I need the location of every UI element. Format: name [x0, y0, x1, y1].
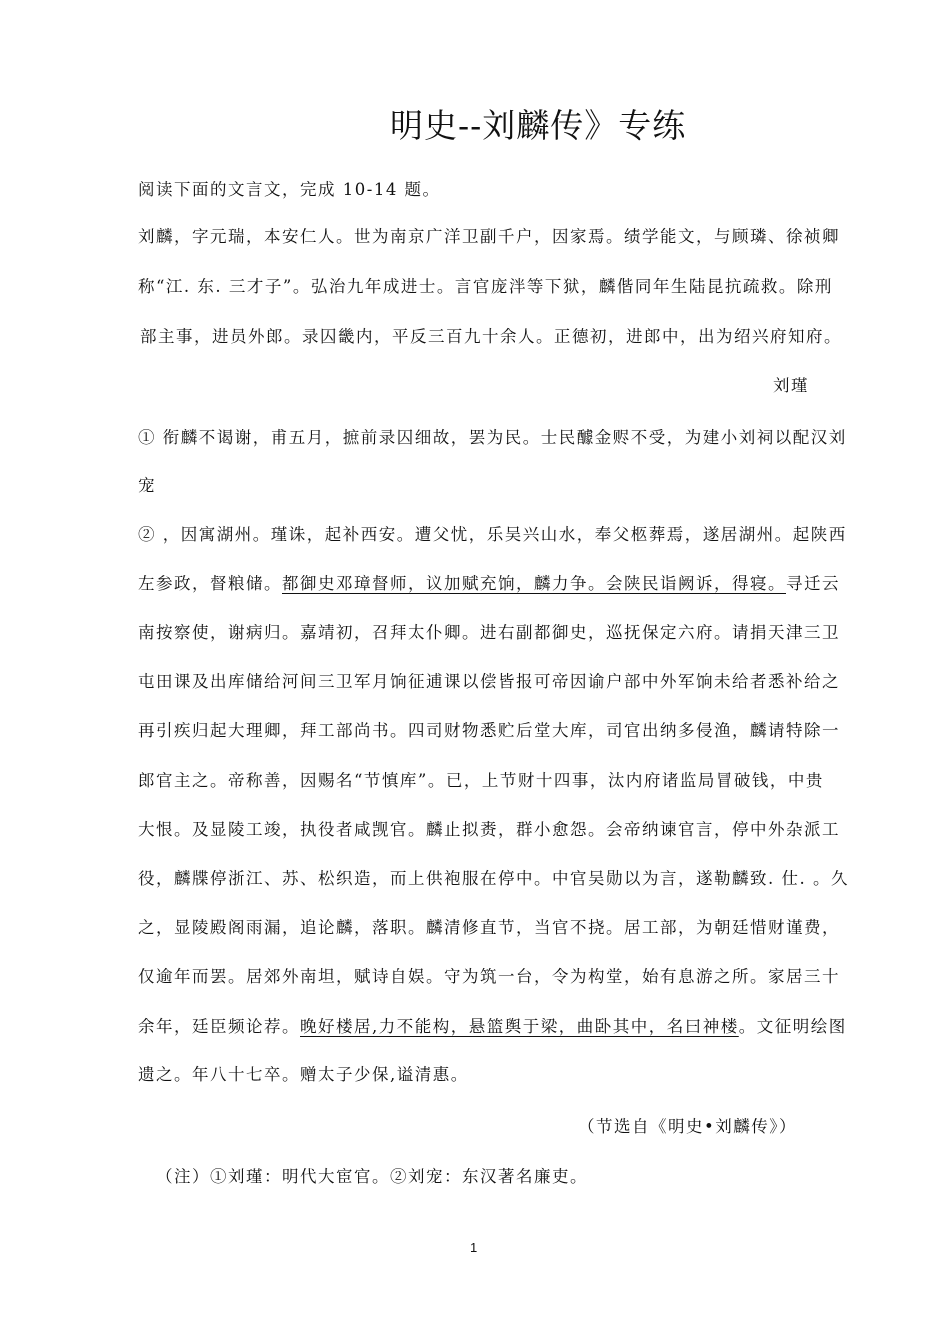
text-line-7: ② ，因寓湖州。瑾诛，起补西安。遭父忧，乐吴兴山水，奉父柩葬焉，遂居湖州。起陕西 [138, 525, 847, 544]
text-line-5: ① 衔麟不谒谢，甫五月，摭前录囚细故，罢为民。士民醵金赆不受，为建小刘祠以配汉刘 [138, 428, 847, 447]
source-citation: （节选自《明史•刘麟传》） [578, 1117, 797, 1136]
text-line-9: 南按察使，谢病归。嘉靖初，召拜太仆卿。进右副都御史，巡抚保定六府。请捐天津三卫 [138, 623, 840, 642]
text-line-15: 之，显陵殿阁雨漏，追论麟，落职。麟清修直节，当官不挠。居工部，为朝廷惜财谨费， [138, 918, 840, 937]
text-line-14: 役，麟牒停浙江、苏、松织造，而上供袍服在停中。中官吴勋以为言，遂勒麟致. 仕. 。久 [138, 869, 849, 888]
text-line-6: 宠 [138, 476, 156, 495]
page-number: 1 [470, 1240, 478, 1255]
text-line-8 [138, 570, 840, 594]
text-line-16: 仅逾年而罢。居郊外南坦，赋诗自娱。守为筑一台，令为构堂，始有息游之所。家居三十 [138, 967, 840, 986]
text-line-17-end: 。文征明绘图 [738, 1017, 847, 1036]
underlined-sentence-1: 都御史邓璋督师，议加赋充饷，麟力争。会陕民诣阙诉，得寝。 [282, 574, 786, 593]
text-line-1: 刘麟，字元瑞，本安仁人。世为南京广洋卫副千户，因家焉。绩学能文，与顾璘、徐祯卿 [138, 227, 840, 246]
text-line-8-start: 左参政，督粮储。 [138, 574, 282, 593]
underlined-sentence-2: 晚好楼居,力不能构，悬篮舆于梁，曲卧其中，名曰神楼 [300, 1017, 739, 1036]
text-line-2: 称“江. 东. 三才子”。弘治九年成进士。言官庞泮等下狱，麟偕同年生陆昆抗疏救。除刑 [138, 277, 833, 296]
text-line-4: 刘瑾 [773, 376, 809, 395]
text-line-17-start: 余年，廷臣频论荐。 [138, 1017, 300, 1036]
text-line-11: 再引疾归起大理卿，拜工部尚书。四司财物悉贮后堂大库，司官出纳多侵渔，麟请特除一 [138, 721, 840, 740]
document-title: 明史--刘麟传》专练 [390, 106, 687, 145]
footnote: （注）①刘瑾：明代大宦官。②刘宠：东汉著名廉吏。 [156, 1167, 588, 1186]
text-line-8-end: 寻迁云 [786, 574, 840, 593]
text-line-12: 郎官主之。帝称善，因赐名“节慎库”。已，上节财十四事，汰内府诸监局冒破钱，中贵 [138, 771, 824, 790]
text-line-3: 部主事，进员外郎。录囚畿内，平反三百九十余人。正德初，进郎中，出为绍兴府知府。 [140, 327, 842, 346]
text-line-13: 大恨。及显陵工竣，执役者咸觊官。麟止拟赉，群小愈怨。会帝纳谏官言，停中外杂派工 [138, 820, 840, 839]
intro-instruction: 阅读下面的文言文，完成 10-14 题。 [138, 180, 441, 199]
text-line-17 [138, 1013, 847, 1037]
text-line-18: 遗之。年八十七卒。赠太子少保,谥清惠。 [138, 1065, 469, 1084]
text-line-10: 屯田课及出库储给河间三卫军月饷征逋课以偿皆报可帝因谕户部中外军饷未给者悉补给之 [138, 672, 840, 691]
